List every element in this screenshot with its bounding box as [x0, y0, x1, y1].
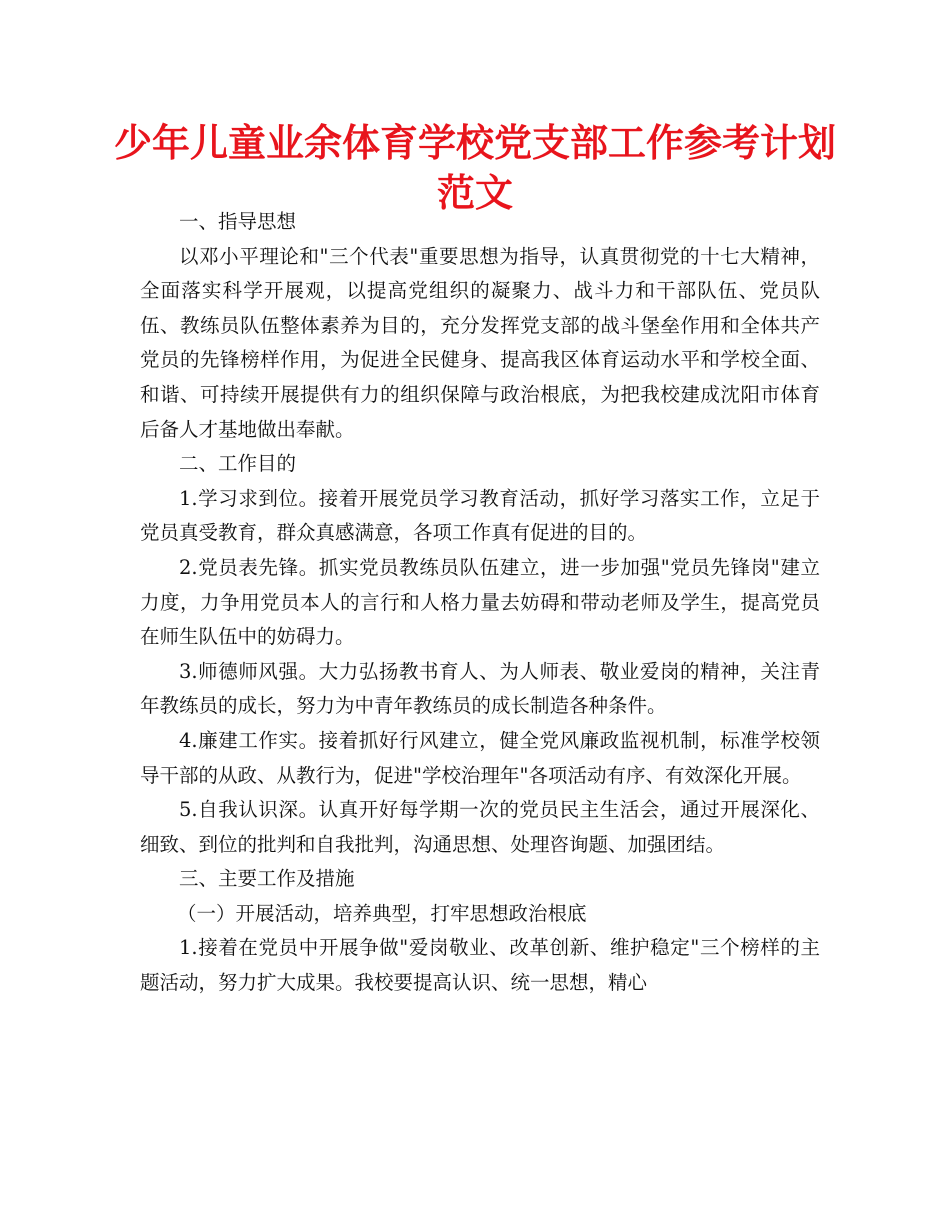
paragraph-goal-3: 3.师德师风强。大力弘扬教书育人、为人师表、敬业爱岗的精神，关注青年教练员的成长，努力为中青年教练员的成长制造各种条件。 — [140, 659, 820, 718]
document-body — [140, 205, 820, 1001]
section-heading-guiding-ideology: 一、指导思想 — [179, 210, 297, 233]
section-heading-work-goals: 二、工作目的 — [179, 452, 297, 476]
section-heading-main-work: 三、主要工作及措施 — [179, 867, 355, 891]
paragraph-goal-2: 2.党员表先锋。抓实党员教练员队伍建立，进一步加强"党员先锋岗"建立力度，力争用党员本人的言行和人格力量去妨碍和带动老师及学生，提高党员在师生队伍中的妨碍力。 — [140, 555, 820, 649]
paragraph-measure-1: 1.接着在党员中开展争做"爱岗敬业、改革创新、维护稳定"三个榜样的主题活动，努力扩大成果。我校要提高认识、统一思想，精心 — [140, 936, 820, 995]
paragraph-goal-1: 1.学习求到位。接着开展党员学习教育活动，抓好学习落实工作，立足于党员真受教育，群众真感满意，各项工作真有促进的目的。 — [140, 486, 820, 545]
paragraph-goal-5: 5.自我认识深。认真开好每学期一次的党员民主生活会，通过开展深化、细致、到位的批判和自我批判，沟通思想、处理咨询题、加强团结。 — [140, 798, 820, 856]
paragraph-guiding-ideology: 以邓小平理论和"三个代表"重要思想为指导，认真贯彻党的十七大精神，全面落实科学开展观，以提高党组织的凝聚力、战斗力和干部队伍、党员队伍、教练员队伍整体素养为目的，充分发挥党支部的战斗堡垒作用和全体共产党员的先锋榜样作用，为促进全民健身、提高我区体育运动水平和学校全面、和谐、可持续开展提供有力的组织保障与政治根底，为把我校建成沈阳市体育后备人才基地做出奉献。 — [140, 244, 820, 441]
paragraph-goal-4: 4.廉建工作实。接着抓好行风建立，健全党风廉政监视机制，标准学校领导干部的从政、从教行为，促进"学校治理年"各项活动有序、有效深化开展。 — [140, 728, 820, 787]
subsection-heading-1: （一）开展活动，培养典型，打牢思想政治根底 — [177, 901, 587, 925]
document-title: 少年儿童业余体育学校党支部工作参考计划范文 — [113, 121, 836, 215]
